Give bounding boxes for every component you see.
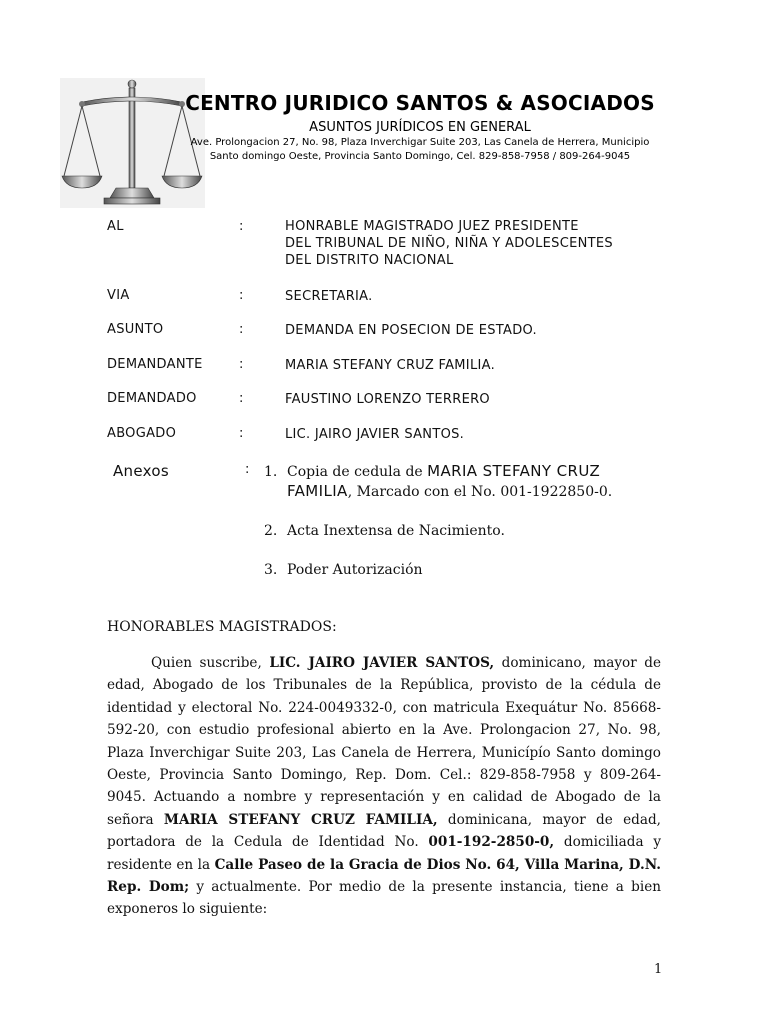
asunto-colon: : xyxy=(239,322,244,337)
anexo-item-3 xyxy=(264,561,423,580)
anexo-1-name-a: MARIA STEFANY CRUZ xyxy=(427,462,601,480)
body-bold-attorney: LIC. JAIRO JAVIER SANTOS, xyxy=(269,655,495,671)
anexos-colon: : xyxy=(245,462,250,477)
body-bold-address: Calle Paseo de la Gracia de Dios No. 64, Villa Marina, D.N. Rep. Dom; xyxy=(107,856,661,896)
al-value xyxy=(285,218,613,269)
body-bold-id: 001-192-2850-0, xyxy=(428,834,555,851)
anexo-item-1 xyxy=(264,462,664,502)
asunto-label: ASUNTO xyxy=(107,322,164,337)
body-text-3: dominicana, mayor de edad, portadora de la Cedula de Identidad No. xyxy=(107,811,661,851)
body-paragraph xyxy=(107,652,661,921)
body-text-2: dominicano, mayor de edad, Abogado de los Tribunales de la República, provisto de la cédula de identidad y electoral No. 224-0049332-0, con matricula Exequátur No. 85668-592-20, con estudio profesional abierto en la Ave. Prolongacion 27, No. 98, Plaza Inverchigar Suite 203, Las Canela de Herrera, Municípío Santo domingo Oeste, Provincia Santo Domingo, Rep. Dom. Cel.: 829-858-7958 y 809-264-9045. Actuando a nombre y representación y en calidad de Abogado de la señora xyxy=(107,655,661,828)
firm-address xyxy=(180,136,660,164)
demandado-value: FAUSTINO LORENZO TERRERO xyxy=(285,392,490,407)
body-text-5: y actualmente. Por medio de la presente instancia, tiene a bien exponeros lo siguiente: xyxy=(107,879,661,918)
al-line-2: DEL TRIBUNAL DE NIÑO, NIÑA Y ADOLESCENTES xyxy=(285,236,613,251)
al-line-3: DEL DISTRITO NACIONAL xyxy=(285,253,454,268)
demandado-colon: : xyxy=(239,391,244,406)
address-line-2: Santo domingo Oeste, Provincia Santo Domingo, Cel. 829-858-7958 / 809-264-9045 xyxy=(209,151,631,162)
firm-tagline: ASUNTOS JURÍDICOS EN GENERAL xyxy=(309,120,531,135)
demandante-value: MARIA STEFANY CRUZ FAMILIA. xyxy=(285,358,496,373)
body-bold-client: MARIA STEFANY CRUZ FAMILIA, xyxy=(163,811,438,828)
page-number: 1 xyxy=(654,962,663,977)
al-line-1: HONRABLE MAGISTRADO JUEZ PRESIDENTE xyxy=(285,219,579,234)
demandado-label: DEMANDADO xyxy=(107,391,197,406)
via-colon: : xyxy=(239,288,244,303)
via-value: SECRETARIA. xyxy=(285,289,373,304)
anexo-3-text: Poder Autorización xyxy=(287,562,423,578)
abogado-value: LIC. JAIRO JAVIER SANTOS. xyxy=(285,427,465,442)
body-text-1: Quien suscribe, xyxy=(151,655,270,671)
address-line-1: Ave. Prolongacion 27, No. 98, Plaza Inverchigar Suite 203, Las Canela de Herrera, Municipio xyxy=(190,137,650,148)
anexo-2-number: 2. xyxy=(264,523,278,539)
body-text-4: domiciliada y residente en la xyxy=(107,834,661,873)
abogado-colon: : xyxy=(239,426,244,441)
demandante-label: DEMANDANTE xyxy=(107,357,203,372)
asunto-value: DEMANDA EN POSECION DE ESTADO. xyxy=(285,323,537,338)
anexo-item-2 xyxy=(264,522,505,541)
demandante-colon: : xyxy=(239,357,244,372)
firm-name: CENTRO JURIDICO SANTOS & ASOCIADOS xyxy=(185,91,655,115)
anexo-3-number: 3. xyxy=(264,562,278,578)
anexo-2-text: Acta Inextensa de Nacimiento. xyxy=(287,523,505,539)
anexo-1-text-a: Copia de cedula de xyxy=(287,464,423,480)
anexo-1-name-b: FAMILIA xyxy=(287,482,348,500)
al-colon: : xyxy=(239,219,244,234)
via-label: VIA xyxy=(107,288,130,303)
anexos-label: Anexos xyxy=(113,462,169,480)
greeting: HONORABLES MAGISTRADOS: xyxy=(107,619,337,635)
anexo-1-text-b: , Marcado con el No. 001-1922850-0. xyxy=(347,484,613,500)
anexo-1-number: 1. xyxy=(264,464,278,480)
abogado-label: ABOGADO xyxy=(107,426,177,441)
al-label: AL xyxy=(107,219,124,234)
